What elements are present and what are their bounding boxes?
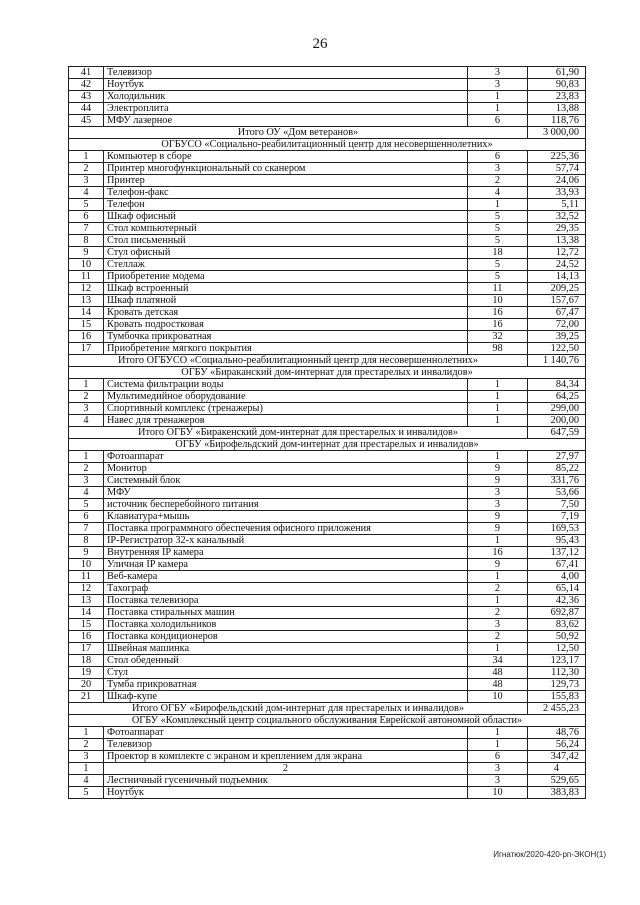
item-name: Поставка программного обеспечения офисного приложения [104, 523, 468, 535]
item-quantity: 1 [468, 739, 528, 751]
item-amount: 61,90 [528, 67, 586, 79]
item-name: Уличная IP камера [104, 559, 468, 571]
item-name: Телефон [104, 199, 468, 211]
item-amount: 13,38 [528, 235, 586, 247]
item-quantity: 1 [468, 451, 528, 463]
item-amount: 72,00 [528, 319, 586, 331]
item-amount: 157,67 [528, 295, 586, 307]
item-amount: 14,13 [528, 271, 586, 283]
table-row [69, 319, 586, 331]
row-number: 44 [69, 103, 104, 115]
item-name: Стол компьютерный [104, 223, 468, 235]
item-quantity: 5 [468, 211, 528, 223]
table-row [69, 475, 586, 487]
item-amount: 57,74 [528, 163, 586, 175]
item-amount: 122,50 [528, 343, 586, 355]
row-number: 43 [69, 91, 104, 103]
item-amount: 692,87 [528, 607, 586, 619]
row-number: 5 [69, 199, 104, 211]
item-quantity: 9 [468, 523, 528, 535]
table-row [69, 451, 586, 463]
item-name: 2 [104, 763, 468, 775]
item-amount: 12,72 [528, 247, 586, 259]
item-amount: 4 [528, 763, 586, 775]
item-amount: 112,30 [528, 667, 586, 679]
item-amount: 169,53 [528, 523, 586, 535]
table-row [69, 595, 586, 607]
item-quantity: 32 [468, 331, 528, 343]
item-name: Ноутбук [104, 79, 468, 91]
item-quantity: 1 [468, 535, 528, 547]
item-name: Стеллаж [104, 259, 468, 271]
document-reference: Игнатюк/2020-420-рп-ЭКОН(1) [493, 850, 606, 859]
item-name: Принтер многофункциональный со сканером [104, 163, 468, 175]
item-quantity: 18 [468, 247, 528, 259]
item-amount: 29,35 [528, 223, 586, 235]
item-name: Тумбочка прикроватная [104, 331, 468, 343]
item-name: Клавиатура+мышь [104, 511, 468, 523]
row-number: 13 [69, 295, 104, 307]
item-quantity: 3 [468, 499, 528, 511]
row-number: 8 [69, 535, 104, 547]
item-quantity: 1 [468, 391, 528, 403]
row-number: 10 [69, 559, 104, 571]
item-quantity: 6 [468, 751, 528, 763]
item-name: Системный блок [104, 475, 468, 487]
item-name: Навес для тренажеров [104, 415, 468, 427]
item-quantity: 6 [468, 115, 528, 127]
row-number: 12 [69, 283, 104, 295]
item-amount: 5,11 [528, 199, 586, 211]
item-quantity: 9 [468, 475, 528, 487]
item-name: Принтер [104, 175, 468, 187]
item-quantity: 5 [468, 271, 528, 283]
table-row [69, 187, 586, 199]
item-quantity: 9 [468, 511, 528, 523]
row-number: 5 [69, 499, 104, 511]
table-row [69, 403, 586, 415]
row-number: 6 [69, 511, 104, 523]
table-row [69, 619, 586, 631]
table-row [69, 115, 586, 127]
item-name: Шкаф офисный [104, 211, 468, 223]
item-amount: 32,52 [528, 211, 586, 223]
total-value: 2 455,23 [528, 703, 586, 715]
item-amount: 85,22 [528, 463, 586, 475]
item-name: Стол обеденный [104, 655, 468, 667]
item-amount: 65,14 [528, 583, 586, 595]
table-row [69, 535, 586, 547]
item-quantity: 16 [468, 547, 528, 559]
table-row [69, 151, 586, 163]
row-number: 16 [69, 631, 104, 643]
item-name: Поставка холодильников [104, 619, 468, 631]
table-row [69, 247, 586, 259]
total-row [69, 355, 586, 367]
item-quantity: 3 [468, 619, 528, 631]
item-amount: 33,93 [528, 187, 586, 199]
section-title: ОГБУ «Бираканский дом-интернат для престарелых и инвалидов» [69, 367, 586, 379]
table-row [69, 271, 586, 283]
item-quantity: 5 [468, 235, 528, 247]
row-number: 15 [69, 619, 104, 631]
row-number: 4 [69, 775, 104, 787]
item-quantity: 9 [468, 559, 528, 571]
row-number: 9 [69, 547, 104, 559]
row-number: 42 [69, 79, 104, 91]
item-name: Швейная машинка [104, 643, 468, 655]
item-name: Тахограф [104, 583, 468, 595]
item-quantity: 34 [468, 655, 528, 667]
item-quantity: 6 [468, 151, 528, 163]
item-quantity: 16 [468, 319, 528, 331]
total-label: Итого ОГБУ «Биракенский дом-интернат для престарелых и инвалидов» [69, 427, 528, 439]
table-row [69, 727, 586, 739]
row-number: 16 [69, 331, 104, 343]
section-title: ОГБУ «Комплексный центр социального обслуживания Еврейской автономной области» [69, 715, 586, 727]
item-name: IP-Регистратор 32-х канальный [104, 535, 468, 547]
item-name: Поставка телевизора [104, 595, 468, 607]
row-number: 41 [69, 67, 104, 79]
section-title: ОГБУСО «Социально-реабилитационный центр для несовершеннолетних» [69, 139, 586, 151]
item-quantity: 2 [468, 607, 528, 619]
table-row [69, 223, 586, 235]
item-name: Кровать детская [104, 307, 468, 319]
item-name: Система фильтрации воды [104, 379, 468, 391]
item-name: Стол письменный [104, 235, 468, 247]
row-number: 2 [69, 163, 104, 175]
item-amount: 83,62 [528, 619, 586, 631]
item-quantity: 10 [468, 295, 528, 307]
row-number: 7 [69, 523, 104, 535]
table-row [69, 79, 586, 91]
item-quantity: 1 [468, 727, 528, 739]
row-number: 2 [69, 391, 104, 403]
total-label: Итого ОГБУСО «Социально-реабилитационный центр для несовершеннолетних» [69, 355, 528, 367]
item-quantity: 11 [468, 283, 528, 295]
table-row [69, 331, 586, 343]
item-name: Холодильник [104, 91, 468, 103]
table-row [69, 775, 586, 787]
row-number: 17 [69, 643, 104, 655]
item-amount: 7,50 [528, 499, 586, 511]
section-header-row [69, 715, 586, 727]
table-row [69, 391, 586, 403]
item-quantity: 2 [468, 583, 528, 595]
page-number: 26 [312, 36, 328, 52]
table-row [69, 667, 586, 679]
table-row [69, 175, 586, 187]
row-number: 21 [69, 691, 104, 703]
item-amount: 4,00 [528, 571, 586, 583]
item-amount: 225,36 [528, 151, 586, 163]
item-amount: 347,42 [528, 751, 586, 763]
row-number: 19 [69, 667, 104, 679]
row-number: 1 [69, 763, 104, 775]
row-number: 5 [69, 787, 104, 799]
item-amount: 137,12 [528, 547, 586, 559]
item-name: Электроплита [104, 103, 468, 115]
item-name: Компьютер в сборе [104, 151, 468, 163]
column-number-row [69, 763, 586, 775]
row-number: 7 [69, 223, 104, 235]
item-quantity: 3 [468, 163, 528, 175]
equipment-table [68, 66, 586, 799]
item-quantity: 10 [468, 787, 528, 799]
table-row [69, 67, 586, 79]
item-quantity: 5 [468, 223, 528, 235]
table-row [69, 415, 586, 427]
item-amount: 67,47 [528, 307, 586, 319]
item-amount: 529,65 [528, 775, 586, 787]
row-number: 13 [69, 595, 104, 607]
item-quantity: 1 [468, 643, 528, 655]
item-quantity: 48 [468, 667, 528, 679]
item-quantity: 2 [468, 175, 528, 187]
item-name: Шкаф-купе [104, 691, 468, 703]
item-name: Поставка кондиционеров [104, 631, 468, 643]
table-row [69, 103, 586, 115]
item-amount: 383,83 [528, 787, 586, 799]
item-quantity: 98 [468, 343, 528, 355]
section-header-row [69, 367, 586, 379]
item-name: Мультимедийное оборудование [104, 391, 468, 403]
row-number: 14 [69, 607, 104, 619]
item-quantity: 48 [468, 679, 528, 691]
item-quantity: 9 [468, 463, 528, 475]
item-quantity: 4 [468, 187, 528, 199]
table-row [69, 487, 586, 499]
item-name: Ноутбук [104, 787, 468, 799]
item-quantity: 1 [468, 595, 528, 607]
table-row [69, 631, 586, 643]
row-number: 3 [69, 175, 104, 187]
table-row [69, 163, 586, 175]
table-row [69, 523, 586, 535]
item-amount: 155,83 [528, 691, 586, 703]
item-name: Фотоаппарат [104, 451, 468, 463]
item-name: Тумба прикроватная [104, 679, 468, 691]
total-value: 3 000,00 [528, 127, 586, 139]
item-amount: 24,06 [528, 175, 586, 187]
row-number: 1 [69, 451, 104, 463]
table-row [69, 499, 586, 511]
table-row [69, 679, 586, 691]
item-amount: 84,34 [528, 379, 586, 391]
item-amount: 48,76 [528, 727, 586, 739]
row-number: 6 [69, 211, 104, 223]
item-name: Поставка стиральных машин [104, 607, 468, 619]
row-number: 11 [69, 571, 104, 583]
table-row [69, 259, 586, 271]
item-name: Телевизор [104, 67, 468, 79]
item-name: МФУ [104, 487, 468, 499]
table-row [69, 583, 586, 595]
item-name: Лестничный гусеничный подъемник [104, 775, 468, 787]
item-name: Фотоаппарат [104, 727, 468, 739]
item-amount: 123,17 [528, 655, 586, 667]
row-number: 3 [69, 403, 104, 415]
section-header-row [69, 139, 586, 151]
total-label: Итого ОУ «Дом ветеранов» [69, 127, 528, 139]
item-name: Внутренняя IP камера [104, 547, 468, 559]
total-row [69, 703, 586, 715]
item-quantity: 1 [468, 379, 528, 391]
item-quantity: 3 [468, 487, 528, 499]
item-name: Спортивный комплекс (тренажеры) [104, 403, 468, 415]
item-quantity: 1 [468, 415, 528, 427]
table-row [69, 643, 586, 655]
item-name: Шкаф платяной [104, 295, 468, 307]
table-row [69, 463, 586, 475]
total-row [69, 127, 586, 139]
row-number: 2 [69, 739, 104, 751]
row-number: 1 [69, 379, 104, 391]
table-row [69, 283, 586, 295]
item-quantity: 3 [468, 79, 528, 91]
table-row [69, 559, 586, 571]
item-amount: 12,50 [528, 643, 586, 655]
row-number: 11 [69, 271, 104, 283]
row-number: 45 [69, 115, 104, 127]
item-amount: 64,25 [528, 391, 586, 403]
item-quantity: 5 [468, 259, 528, 271]
item-amount: 118,76 [528, 115, 586, 127]
item-quantity: 1 [468, 403, 528, 415]
table-row [69, 571, 586, 583]
row-number: 9 [69, 247, 104, 259]
item-amount: 23,83 [528, 91, 586, 103]
item-name: Телевизор [104, 739, 468, 751]
item-quantity: 1 [468, 571, 528, 583]
table-row [69, 379, 586, 391]
item-amount: 27,97 [528, 451, 586, 463]
item-amount: 24,52 [528, 259, 586, 271]
row-number: 18 [69, 655, 104, 667]
table-row [69, 343, 586, 355]
item-amount: 7,19 [528, 511, 586, 523]
table-row [69, 307, 586, 319]
item-name: Стул офисный [104, 247, 468, 259]
table-row [69, 751, 586, 763]
item-amount: 39,25 [528, 331, 586, 343]
row-number: 1 [69, 727, 104, 739]
item-quantity: 2 [468, 631, 528, 643]
row-number: 10 [69, 259, 104, 271]
item-quantity: 3 [468, 763, 528, 775]
row-number: 12 [69, 583, 104, 595]
row-number: 1 [69, 151, 104, 163]
row-number: 4 [69, 415, 104, 427]
total-value: 1 140,76 [528, 355, 586, 367]
item-amount: 331,76 [528, 475, 586, 487]
item-amount: 50,92 [528, 631, 586, 643]
table-row [69, 547, 586, 559]
row-number: 15 [69, 319, 104, 331]
item-name: Проектор в комплекте с экраном и креплением для экрана [104, 751, 468, 763]
table-row [69, 691, 586, 703]
item-amount: 90,83 [528, 79, 586, 91]
item-amount: 13,88 [528, 103, 586, 115]
row-number: 17 [69, 343, 104, 355]
item-quantity: 1 [468, 199, 528, 211]
item-name: Стул [104, 667, 468, 679]
item-name: Телефон-факс [104, 187, 468, 199]
row-number: 3 [69, 475, 104, 487]
item-amount: 209,25 [528, 283, 586, 295]
item-amount: 53,66 [528, 487, 586, 499]
total-label: Итого ОГБУ «Бирофельдский дом-интернат для престарелых и инвалидов» [69, 703, 528, 715]
item-name: Монитор [104, 463, 468, 475]
item-quantity: 10 [468, 691, 528, 703]
row-number: 3 [69, 751, 104, 763]
item-quantity: 16 [468, 307, 528, 319]
item-name: Кровать подростковая [104, 319, 468, 331]
item-name: Шкаф встроенный [104, 283, 468, 295]
row-number: 4 [69, 187, 104, 199]
row-number: 14 [69, 307, 104, 319]
item-name: Приобретение мягкого покрытия [104, 343, 468, 355]
item-amount: 299,00 [528, 403, 586, 415]
table-row [69, 295, 586, 307]
item-amount: 56,24 [528, 739, 586, 751]
table-row [69, 655, 586, 667]
item-quantity: 3 [468, 67, 528, 79]
table-row [69, 739, 586, 751]
row-number: 4 [69, 487, 104, 499]
table-row [69, 211, 586, 223]
item-name: МФУ лазерное [104, 115, 468, 127]
item-amount: 42,36 [528, 595, 586, 607]
item-amount: 129,73 [528, 679, 586, 691]
item-name: Приобретение модема [104, 271, 468, 283]
total-row [69, 427, 586, 439]
item-quantity: 1 [468, 103, 528, 115]
table-row [69, 511, 586, 523]
row-number: 8 [69, 235, 104, 247]
item-amount: 67,41 [528, 559, 586, 571]
item-name: источник бесперебойного питания [104, 499, 468, 511]
table-row [69, 787, 586, 799]
item-quantity: 1 [468, 91, 528, 103]
table-row [69, 91, 586, 103]
row-number: 2 [69, 463, 104, 475]
total-value: 647,59 [528, 427, 586, 439]
section-title: ОГБУ «Бирофельдский дом-интернат для престарелых и инвалидов» [69, 439, 586, 451]
table-row [69, 235, 586, 247]
section-header-row [69, 439, 586, 451]
item-amount: 95,43 [528, 535, 586, 547]
table-row [69, 199, 586, 211]
table-row [69, 607, 586, 619]
row-number: 20 [69, 679, 104, 691]
item-quantity: 3 [468, 775, 528, 787]
item-amount: 200,00 [528, 415, 586, 427]
item-name: Веб-камера [104, 571, 468, 583]
